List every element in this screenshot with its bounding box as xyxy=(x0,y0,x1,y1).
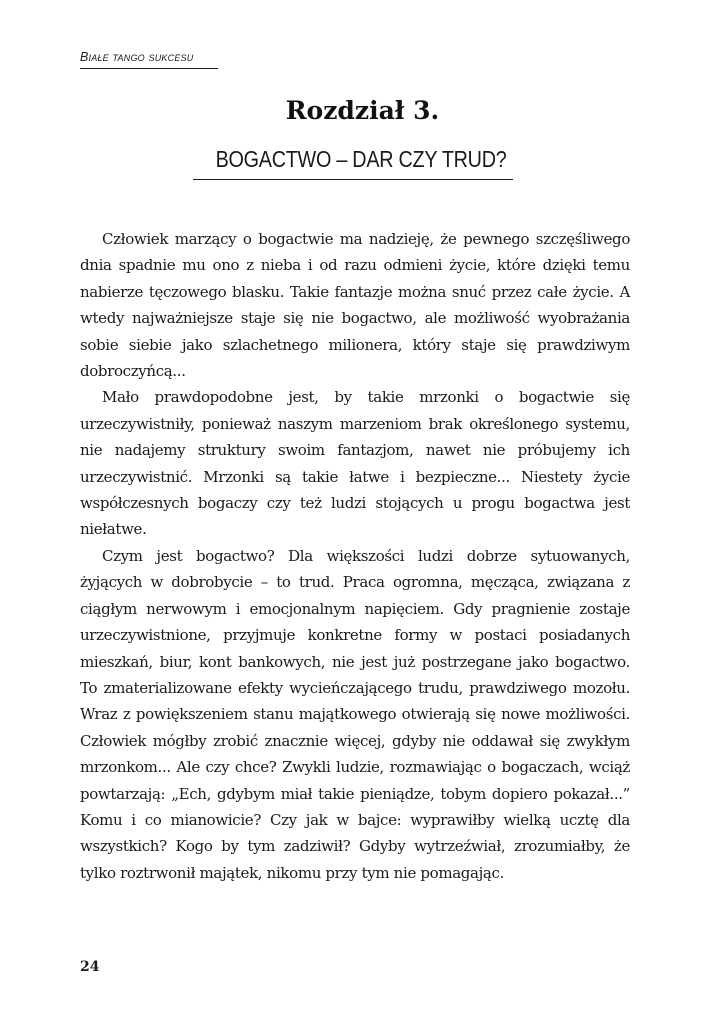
page-number: 24 xyxy=(80,959,100,975)
running-header: Białe tango sukcesu xyxy=(80,50,194,64)
chapter-title: Rozdział 3. xyxy=(285,96,440,125)
header-rule xyxy=(80,68,218,69)
chapter-subtitle: BOGACTWO – DAR CZY TRUD? xyxy=(215,146,507,172)
paragraph: Człowiek marzący o bogactwie ma nadzieję, że pewnego szczęśliwego dnia spadnie mu ono z nieba i od razu odmieni życie, które dzięki temu nabierze tęczowego blasku. Takie fantazje można snuć przez całe życie. A wtedy najważniejsze staje się nie bogactwo, ale możliwość wyobrażania sobie siebie jako szlachetnego milionera, który staje się prawdziwym dobroczyńcą... xyxy=(80,230,630,381)
body-text xyxy=(80,226,630,886)
paragraph: Mało prawdopodobne jest, by takie mrzonki o bogactwie się urzeczywistniły, ponieważ naszym marzeniom brak określonego systemu, nie nadajemy struktury swoim fantazjom, nawet nie próbujemy ich urzeczywistnić. Mrzonki są takie łatwe i bezpieczne... Niestety życie współczesnych bogaczy czy też ludzi stojących u progu bogactwa jest niełatwe. xyxy=(80,388,630,539)
subtitle-rule xyxy=(193,179,513,180)
paragraph: Czym jest bogactwo? Dla większości ludzi dobrze sytuowanych, żyjących w dobrobycie – to trud. Praca ogromna, męcząca, związana z ciągłym nerwowym i emocjonalnym napięciem. Gdy pragnienie zostaje urzeczywistnione, przyjmuje konkretne formy w postaci posiadanych mieszkań, biur, kont bankowych, nie jest już postrzegane jako bogactwo. To zmaterializowane efekty wycieńczającego trudu, prawdziwego mozołu. Wraz z powiększeniem stanu majątkowego otwierają się nowe możliwości. Człowiek mógłby zrobić znacznie więcej, gdyby nie oddawał się zwykłym mrzonkom... Ale czy chce? Zwykli ludzie, rozmawiając o bogaczach, wciąż powtarzają: „Ech, gdybym miał takie pieniądze, tobym dopiero pokazał...” Komu i co mianowicie? Czy jak w bajce: wyprawiłby wielką ucztę dla wszystkich? Kogo by tym zadziwił? Gdyby wytrzeźwiał, zrozumiałby, że tylko roztrwonił majątek, nikomu przy tym nie pomagając. xyxy=(80,546,630,882)
